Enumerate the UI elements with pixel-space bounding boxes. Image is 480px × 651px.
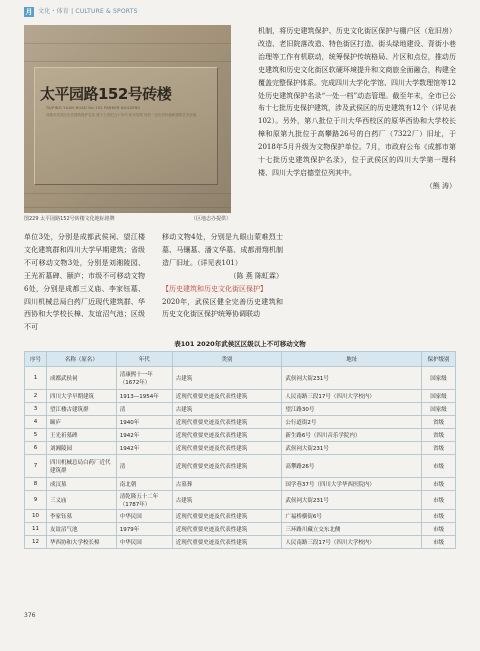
table-cell: 刘湘陵园 bbox=[46, 442, 116, 455]
table-cell: 王光祈墓碑 bbox=[46, 429, 116, 442]
photo-caption bbox=[24, 216, 231, 223]
table-cell: 望江路30号 bbox=[282, 403, 422, 416]
table-row bbox=[25, 442, 456, 455]
plaque-subtitle: TAIPING YUAN ROAD No.152 PARKER BUILDING bbox=[46, 106, 141, 110]
header-cell: 年代 bbox=[116, 352, 172, 367]
table-cell: 武侯祠大街231号 bbox=[282, 367, 422, 390]
right-column-text bbox=[258, 25, 456, 193]
table-cell: 近现代重要史迹及代表性建筑 bbox=[172, 536, 282, 549]
header-cell: 名称（原名） bbox=[46, 352, 116, 367]
table-cell: 省级 bbox=[422, 429, 456, 442]
landmark-photo bbox=[24, 25, 231, 213]
table-cell: 市级 bbox=[422, 478, 456, 491]
table-row bbox=[25, 416, 456, 429]
table-cell: 成汉墓 bbox=[46, 478, 116, 491]
table-row bbox=[25, 510, 456, 523]
table-cell: 清 bbox=[116, 455, 172, 478]
section-heading: 【历史建筑和历史文化街区保护】 bbox=[162, 284, 267, 293]
table-row bbox=[25, 429, 456, 442]
table-cell: 武侯祠大街231号 bbox=[282, 491, 422, 510]
header-cell: 类别 bbox=[172, 352, 282, 367]
table-cell: 成都武侯祠 bbox=[46, 367, 116, 390]
plaque-title: 太平园路152号砖楼 bbox=[40, 85, 172, 103]
table-cell: 望江楼古建筑群 bbox=[46, 403, 116, 416]
table-cell: 近现代重要史迹及代表性建筑 bbox=[172, 442, 282, 455]
table-cell: 南北朝 bbox=[116, 478, 172, 491]
page-number: 376 bbox=[24, 612, 36, 619]
plaque-text: 成都市武侯区历史建筑保护名录 建于上世纪五十年代 砖木结构 具有一定历史价值和建筑艺术价值 bbox=[46, 113, 197, 117]
table-cell: 8 bbox=[25, 478, 47, 491]
table-cell: 省级 bbox=[422, 416, 456, 429]
table-cell: 新生路6号（四川音乐学院内） bbox=[282, 429, 422, 442]
paragraph: 移动文物4处，分别是九眼山蒙难烈士墓、马镶墓、潘文华墓、成都滑翔机制造厂旧址。（详见表101） bbox=[162, 233, 283, 267]
column-2-text bbox=[162, 231, 283, 321]
table-cell: 4 bbox=[25, 416, 47, 429]
paragraph: 2020年，武侯区健全完善历史建筑和历史文化街区保护统筹协调联动 bbox=[162, 297, 283, 319]
table-row bbox=[25, 403, 456, 416]
table-cell: 颐庐 bbox=[46, 416, 116, 429]
table-cell: 人民南路三段17号（四川大学校内） bbox=[282, 536, 422, 549]
table-cell: 市级 bbox=[422, 510, 456, 523]
table-cell: 7 bbox=[25, 455, 47, 478]
table-cell: 中华民国 bbox=[116, 536, 172, 549]
heritage-table bbox=[24, 351, 456, 549]
table-row bbox=[25, 455, 456, 478]
table-cell: 古建筑 bbox=[172, 367, 282, 390]
table-cell: 三义庙 bbox=[46, 491, 116, 510]
table-cell: 古建筑 bbox=[172, 491, 282, 510]
table-row bbox=[25, 491, 456, 510]
table-row bbox=[25, 523, 456, 536]
table-cell: 武侯祠大街231号 bbox=[282, 442, 422, 455]
author-signature: （陈 燕 陈虹霖） bbox=[229, 271, 283, 280]
section-title: 文化・体育 | CULTURE & SPORTS bbox=[38, 8, 138, 15]
table-cell: 李家钰墓 bbox=[46, 510, 116, 523]
table-cell: 清康熙十一年（1672年） bbox=[116, 367, 172, 390]
table-cell: 近现代重要史迹及代表性建筑 bbox=[172, 416, 282, 429]
table-cell: 近现代重要史迹及代表性建筑 bbox=[172, 390, 282, 403]
table-cell: 近现代重要史迹及代表性建筑 bbox=[172, 523, 282, 536]
table-cell: 3 bbox=[25, 403, 47, 416]
chapter-logo: 月 bbox=[25, 8, 33, 16]
table-cell: 国家级 bbox=[422, 390, 456, 403]
table-cell: 1942年 bbox=[116, 442, 172, 455]
table-cell: 10 bbox=[25, 510, 47, 523]
table-cell: 近现代重要史迹及代表性建筑 bbox=[172, 510, 282, 523]
table-cell: 市级 bbox=[422, 523, 456, 536]
table-cell: 三环路川藏立交东北侧 bbox=[282, 523, 422, 536]
table-cell: 公行道街2号 bbox=[282, 416, 422, 429]
table-row bbox=[25, 478, 456, 491]
table-cell: 市级 bbox=[422, 455, 456, 478]
table-cell: 1940年 bbox=[116, 416, 172, 429]
table-cell: 古建筑 bbox=[172, 403, 282, 416]
table-cell: 近现代重要史迹及代表性建筑 bbox=[172, 429, 282, 442]
table-cell: 高攀路26号 bbox=[282, 455, 422, 478]
author-signature: （熊 涛） bbox=[425, 181, 456, 190]
table-cell: 国家级 bbox=[422, 403, 456, 416]
table-cell: 9 bbox=[25, 491, 47, 510]
table-cell: 人民南路三段17号（四川大学校内） bbox=[282, 390, 422, 403]
caption-credit: （区地志办提供） bbox=[190, 216, 231, 222]
table-cell: 古墓葬 bbox=[172, 478, 282, 491]
table-cell: 2 bbox=[25, 390, 47, 403]
caption-text: 图229 太平园路152号砖楼文化地标铭牌 bbox=[24, 216, 115, 222]
table-cell: 6 bbox=[25, 442, 47, 455]
table-cell: 国家级 bbox=[422, 367, 456, 390]
table-cell: 清乾隆五十二年（1787年） bbox=[116, 491, 172, 510]
column-1-text bbox=[24, 231, 145, 334]
table-cell: 1 bbox=[25, 367, 47, 390]
table-cell: 1913—1954年 bbox=[116, 390, 172, 403]
table-row bbox=[25, 390, 456, 403]
table-cell: 清 bbox=[116, 403, 172, 416]
table-cell: 四川大学早期建筑 bbox=[46, 390, 116, 403]
table-cell: 四川机械总局白药厂近代建筑群 bbox=[46, 455, 116, 478]
table-cell: 中华民国 bbox=[116, 510, 172, 523]
table-cell: 12 bbox=[25, 536, 47, 549]
header-cell: 序号 bbox=[25, 352, 47, 367]
table-cell: 国学巷37号（四川大学华西医院内） bbox=[282, 478, 422, 491]
table-header-row bbox=[25, 352, 456, 367]
header-cell: 保护级别 bbox=[422, 352, 456, 367]
running-header bbox=[24, 6, 138, 18]
table-cell: 广福桥横街6号 bbox=[282, 510, 422, 523]
table-cell: 省级 bbox=[422, 442, 456, 455]
table-row bbox=[25, 536, 456, 549]
paragraph: 机制，将历史建筑保护、历史文化街区保护与棚户区（危旧房）改造、老旧院落改造、特色街区打造、街头绿地建设、背街小巷治理等工作有机联动，统筹保护传统格局、片区和点位，推动历史建筑和历史文化街区软硬环境提升和文商旅全面融合，构建全覆盖完整保护体系。完成四川大学化学馆、四川大学数理馆等12处历史建筑保护名录“一处一档”动态管理。截至年末，全市已公布十七批历史保护建筑，涉及武侯区的历史建筑有12个（详见表102）。另外，第八批位于川大华西校区的原华西协和大学校长樟和原第九批位于高攀路26号的白药厂（7322厂）旧址，于2018年5月升级为文物保护单位。7月，市政府公布《成都市第十七批历史建筑保护名录》，位于武侯区的四川大学第一理科楼、四川大学启德堂位列其中。 bbox=[258, 27, 456, 177]
table-title: 表101 2020年武侯区区级以上不可移动文物 bbox=[174, 340, 306, 348]
table-cell: 11 bbox=[25, 523, 47, 536]
table-cell: 友谊沼气池 bbox=[46, 523, 116, 536]
table-cell: 5 bbox=[25, 429, 47, 442]
paragraph: 单位3处，分别是成都武侯祠、望江楼文化建筑群和四川大学早期建筑；省级不可移动文物3处，分别是刘湘陵园、王光祈墓碑、颐庐；市级不可移动文物6处，分别是成都三义庙、李家钰墓、四川机械总局白药厂近现代建筑群、华西协和大学校长樟、友谊沼气池；区级不可 bbox=[24, 233, 145, 332]
table-row bbox=[25, 367, 456, 390]
table-cell: 市级 bbox=[422, 491, 456, 510]
table-cell: 市级 bbox=[422, 536, 456, 549]
table-cell: 近现代重要史迹及代表性建筑 bbox=[172, 455, 282, 478]
header-cell: 地址 bbox=[282, 352, 422, 367]
table-cell: 1942年 bbox=[116, 429, 172, 442]
table-cell: 华西协和大学校长樟 bbox=[46, 536, 116, 549]
table-cell: 1979年 bbox=[116, 523, 172, 536]
